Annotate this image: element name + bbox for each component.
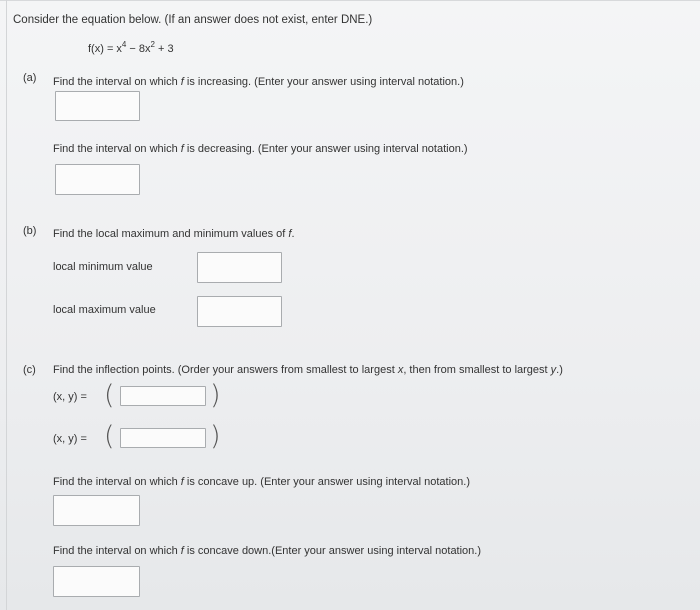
left-divider	[6, 0, 7, 610]
inflection-point-2-input[interactable]	[120, 428, 206, 448]
concave-down-input[interactable]	[53, 566, 140, 597]
top-divider	[0, 0, 700, 1]
part-b-marker: (b)	[23, 225, 37, 237]
equation: $f(x) = x^4 - 8x^2 + 3$	[88, 40, 174, 55]
inflection-prompt: Find the inflection points. (Order your answers from smallest to largest x, then from smallest to largest y.)	[53, 364, 563, 376]
concave-up-input[interactable]	[53, 495, 140, 526]
local-minimum-label: local minimum value	[53, 261, 153, 273]
point-2-label: (x, y) =	[53, 433, 87, 445]
concave-down-prompt: Find the interval on which f is concave down.(Enter your answer using interval notation.)	[53, 545, 482, 557]
point-2-close-paren: )	[210, 421, 221, 452]
intro-text: Consider the equation below. (If an answer does not exist, enter DNE.)	[13, 14, 373, 26]
local-minimum-input[interactable]	[197, 252, 282, 283]
increasing-prompt: Find the interval on which f is increasing. (Enter your answer using interval notation.)	[53, 76, 464, 88]
part-c-marker: (c)	[23, 364, 36, 376]
local-extrema-prompt: Find the local maximum and minimum values of f.	[53, 228, 295, 240]
concave-up-prompt: Find the interval on which f is concave up. (Enter your answer using interval notation.)	[53, 476, 471, 488]
local-maximum-input[interactable]	[197, 296, 282, 327]
point-1-label: (x, y) =	[53, 391, 87, 403]
point-2-open-paren: (	[104, 421, 115, 452]
inflection-point-1-input[interactable]	[120, 386, 206, 406]
decreasing-interval-input[interactable]	[55, 164, 140, 195]
part-a-marker: (a)	[23, 72, 37, 84]
point-1-close-paren: )	[210, 380, 221, 411]
point-1-open-paren: (	[104, 380, 115, 411]
increasing-interval-input[interactable]	[55, 91, 140, 121]
decreasing-prompt: Find the interval on which f is decreasing. (Enter your answer using interval notation.)	[53, 143, 468, 155]
local-maximum-label: local maximum value	[53, 304, 156, 316]
